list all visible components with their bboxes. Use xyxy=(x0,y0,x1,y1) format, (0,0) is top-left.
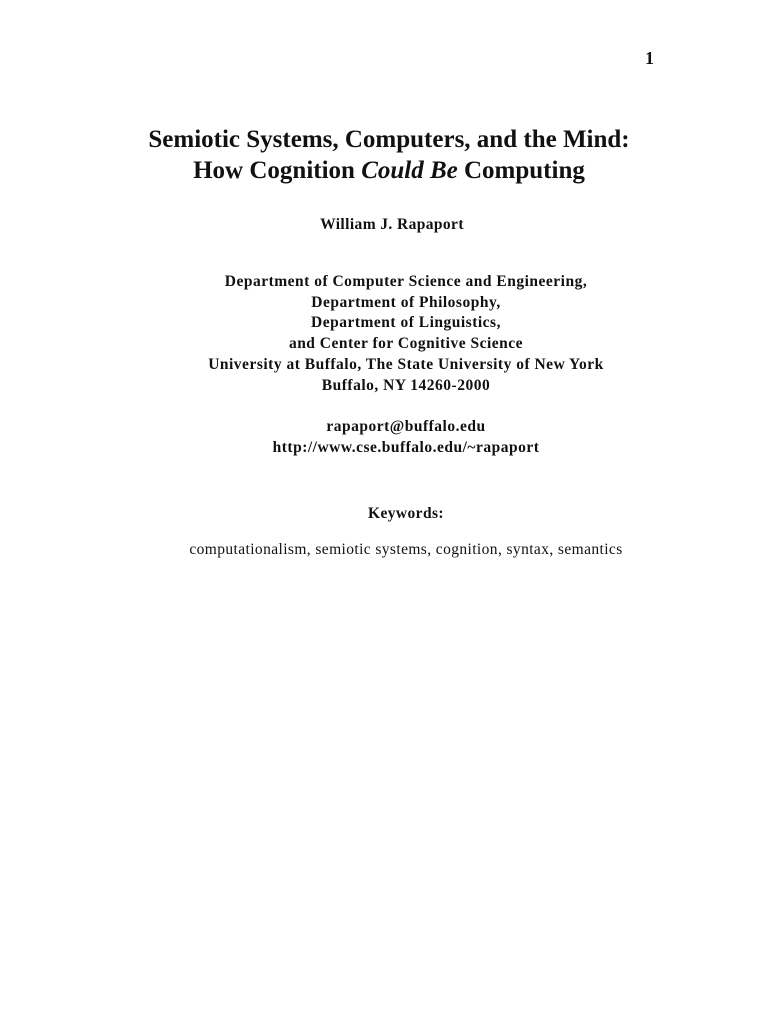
title-line-1: Semiotic Systems, Computers, and the Mind: xyxy=(148,126,630,153)
paper-title xyxy=(0,124,768,186)
title-line-2-pre: How Cognition xyxy=(193,157,362,184)
affiliation-line: University at Buffalo, The State University of New York xyxy=(208,355,604,373)
affiliation-line: Department of Philosophy, xyxy=(311,293,501,311)
keywords-heading: Keywords: xyxy=(368,505,444,522)
affiliation-line: and Center for Cognitive Science xyxy=(288,335,524,353)
title-line-2 xyxy=(0,155,768,186)
page-number: 1 xyxy=(645,48,654,68)
affiliation-line: Department of Linguistics, xyxy=(311,314,501,332)
affiliation-line: Buffalo, NY 14260-2000 xyxy=(321,376,491,394)
author-homepage-url: http://www.cse.buffalo.edu/~rapaport xyxy=(272,438,540,456)
keywords-text: computationalism, semiotic systems, cognition, syntax, semantics xyxy=(189,541,623,558)
affiliation-block xyxy=(0,272,768,396)
author-email: rapaport@buffalo.edu xyxy=(326,418,486,435)
contact-block xyxy=(0,417,768,458)
author-name: William J. Rapaport xyxy=(320,216,464,233)
affiliation-line: Department of Computer Science and Engineering, xyxy=(224,273,588,290)
title-line-2-post: Computing xyxy=(457,157,585,184)
title-line-2-emphasis: Could Be xyxy=(361,157,458,184)
